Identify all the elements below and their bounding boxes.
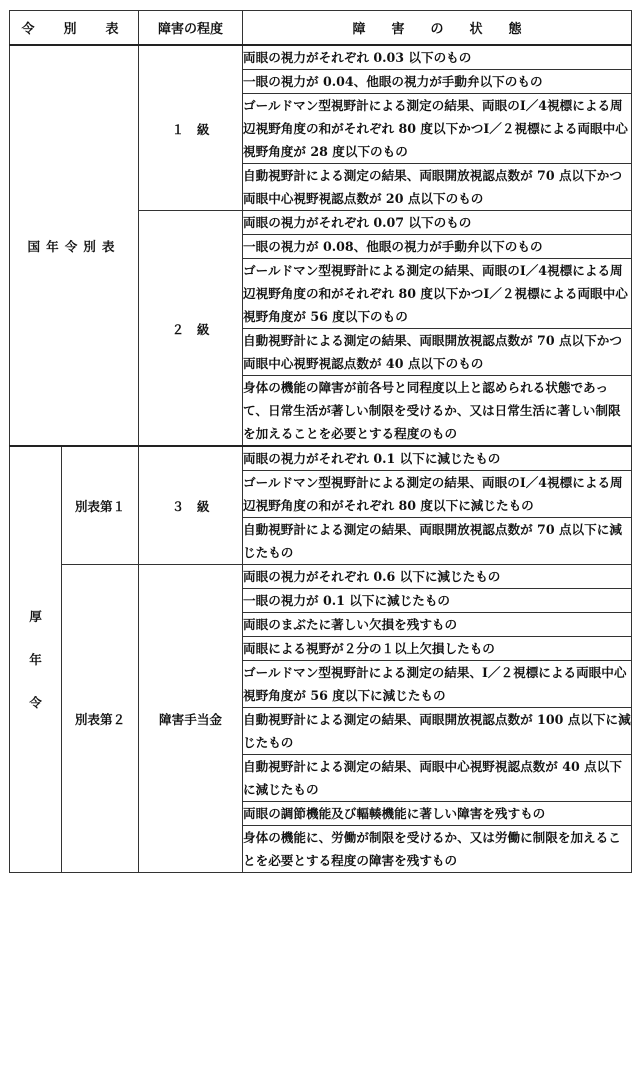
condition-cell: 両眼の視力がそれぞれ 0.03 以下のもの (243, 45, 632, 70)
table-row (10, 45, 632, 70)
table-name-appendix-2: 別表第２ (62, 565, 139, 873)
condition-cell: 両眼の調節機能及び輻輳機能に著しい障害を残すもの (243, 802, 632, 826)
category-national-pension: 国年令別表 (10, 45, 139, 446)
table-header-row (10, 11, 632, 46)
header-degree: 障害の程度 (139, 11, 243, 46)
table-row (10, 565, 632, 589)
condition-cell: 自動視野計による測定の結果、両眼中心視野視認点数が 40 点以下に減じたもの (243, 755, 632, 802)
condition-cell: ゴールドマン型視野計による測定の結果、両眼のⅠ／4視標による周辺視野角度の和がそれぞれ 80 度以下かつⅠ／２視標による両眼中心視野角度が 28 度以下のもの (243, 94, 632, 164)
header-condition: 障 害 の 状 態 (243, 11, 632, 46)
grade-level-1: １ 級 (139, 45, 243, 211)
table-name-appendix-1: 別表第１ (62, 446, 139, 565)
condition-cell: 一眼の視力が 0.1 以下に減じたもの (243, 589, 632, 613)
condition-cell: 自動視野計による測定の結果、両眼開放視認点数が 70 点以下かつ両眼中心視野視認点数が 40 点以下のもの (243, 329, 632, 376)
condition-cell: 身体の機能の障害が前各号と同程度以上と認められる状態であって、日常生活が著しい制限を受けるか、又は日常生活に著しい制限を加えることを必要とする程度のもの (243, 376, 632, 447)
condition-cell: 両眼の視力がそれぞれ 0.6 以下に減じたもの (243, 565, 632, 589)
condition-cell: 両眼の視力がそれぞれ 0.1 以下に減じたもの (243, 446, 632, 471)
condition-cell: 一眼の視力が 0.04、他眼の視力が手動弁以下のもの (243, 70, 632, 94)
condition-cell: ゴールドマン型視野計による測定の結果、両眼のⅠ／4視標による周辺視野角度の和がそれぞれ 80 度以下に減じたもの (243, 471, 632, 518)
category-char: 年 (29, 652, 42, 667)
disability-grade-table (9, 10, 632, 873)
grade-level-3: ３ 級 (139, 446, 243, 565)
condition-cell: 両眼による視野が２分の１以上欠損したもの (243, 637, 632, 661)
condition-cell: 自動視野計による測定の結果、両眼開放視認点数が 70 点以下かつ両眼中心視野視認点数が 20 点以下のもの (243, 164, 632, 211)
condition-cell: 両眼のまぶたに著しい欠損を残すもの (243, 613, 632, 637)
condition-cell: 一眼の視力が 0.08、他眼の視力が手動弁以下のもの (243, 235, 632, 259)
grade-level-2: ２ 級 (139, 211, 243, 447)
grade-disability-allowance: 障害手当金 (139, 565, 243, 873)
condition-cell: ゴールドマン型視野計による測定の結果、Ⅰ／２視標による両眼中心視野角度が 56 度以下に減じたもの (243, 661, 632, 708)
table-row (10, 446, 632, 471)
category-employee-pension (10, 446, 62, 873)
header-ordinance-table: 令 別 表 (10, 11, 139, 46)
condition-cell: 自動視野計による測定の結果、両眼開放視認点数が 100 点以下に減じたもの (243, 708, 632, 755)
condition-cell: 身体の機能に、労働が制限を受けるか、又は労働に制限を加えることを必要とする程度の障害を残すもの (243, 826, 632, 873)
category-char: 厚 (29, 609, 42, 624)
condition-cell: 自動視野計による測定の結果、両眼開放視認点数が 70 点以下に減じたもの (243, 518, 632, 565)
condition-cell: ゴールドマン型視野計による測定の結果、両眼のⅠ／4視標による周辺視野角度の和がそれぞれ 80 度以下かつⅠ／２視標による両眼中心視野角度が 56 度以下のもの (243, 259, 632, 329)
condition-cell: 両眼の視力がそれぞれ 0.07 以下のもの (243, 211, 632, 235)
category-char: 令 (29, 695, 42, 710)
